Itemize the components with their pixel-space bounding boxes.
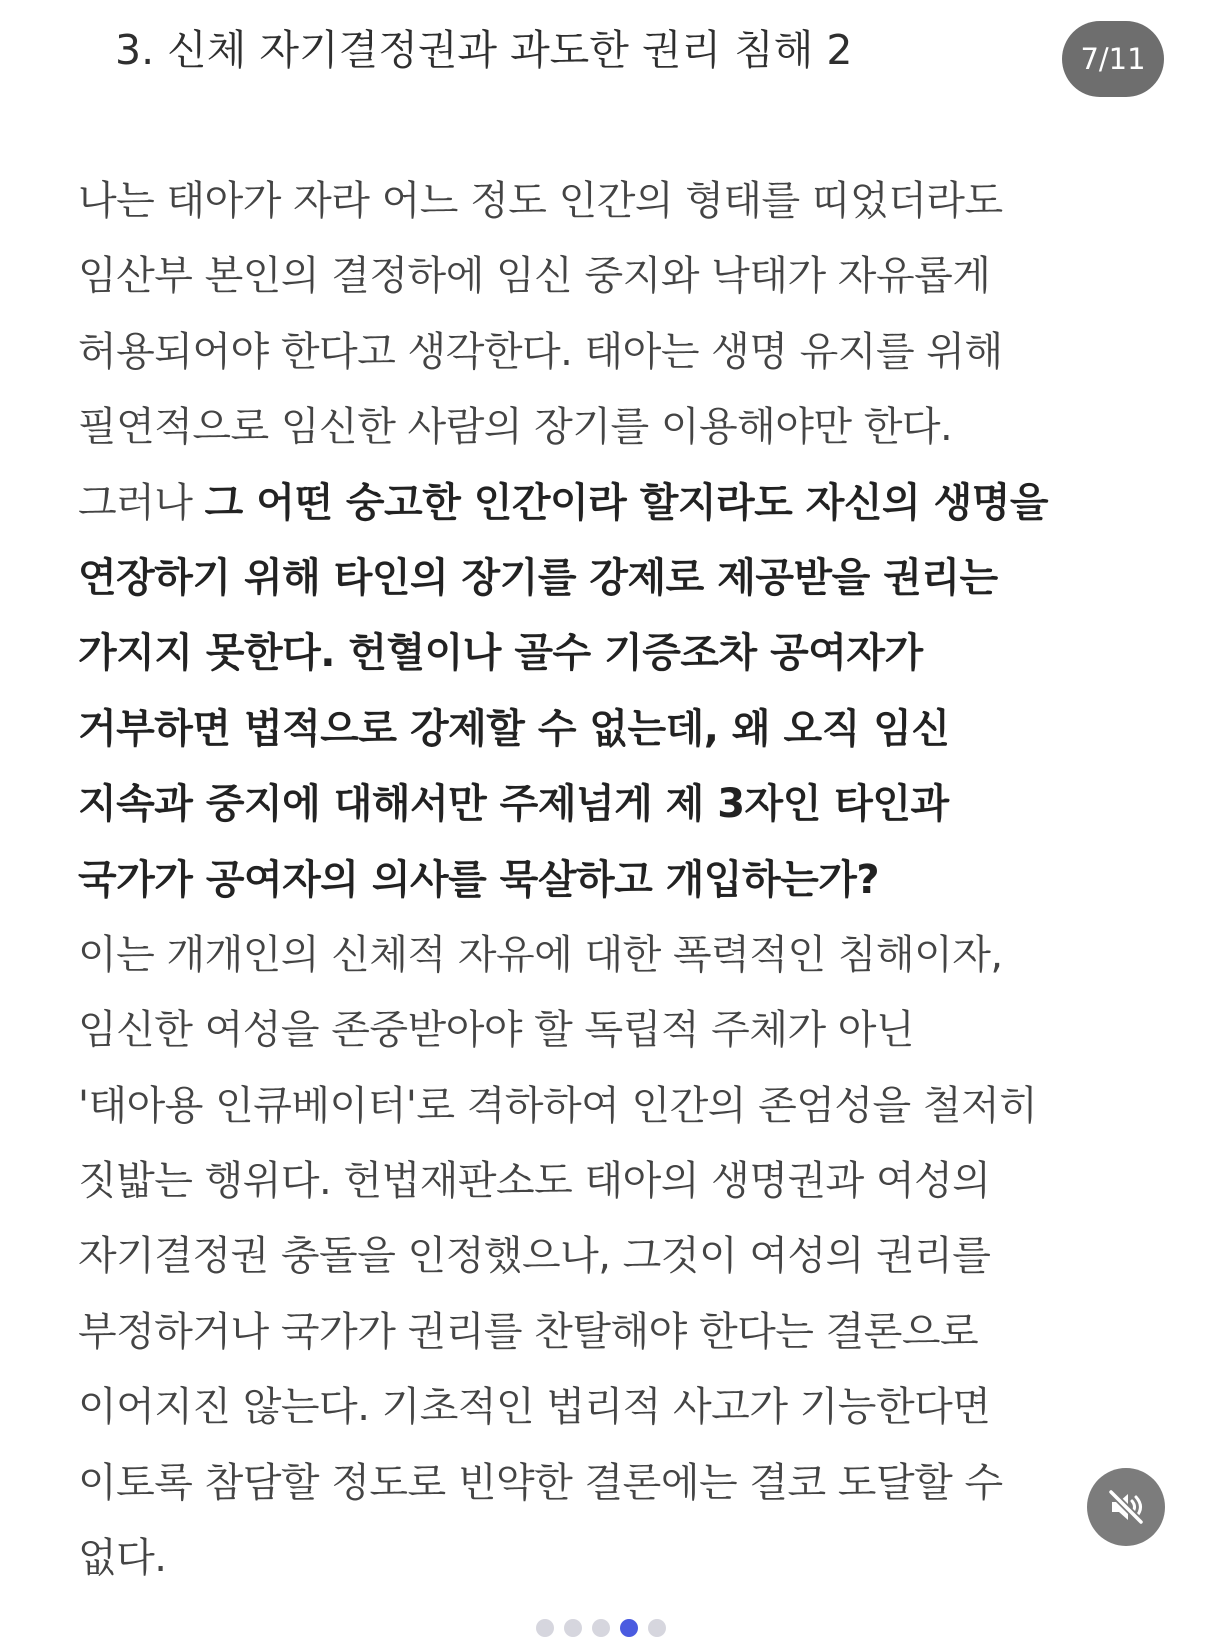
emphasized-text: 가지지 못한다. 헌혈이나 골수 기증조차 공여자가 [78, 630, 923, 677]
pagination-dot[interactable] [648, 1619, 666, 1637]
emphasized-text: 국가가 공여자의 의사를 묵살하고 개입하는가? [78, 856, 880, 903]
paragraph-line [78, 466, 1118, 541]
paragraph-line [78, 239, 1118, 314]
paragraph-line [78, 1446, 1118, 1521]
speaker-muted-icon [1106, 1487, 1146, 1527]
body-text: 이어지진 않는다. 기초적인 법리적 사고가 기능한다면 [78, 1384, 991, 1431]
paragraph-line [78, 1295, 1118, 1370]
paragraph-line [78, 1069, 1118, 1144]
pagination-dot[interactable] [592, 1619, 610, 1637]
body-text: 허용되어야 한다고 생각한다. 태아는 생명 유지를 위해 [78, 328, 1003, 375]
pagination-dots [536, 1619, 666, 1635]
paragraph-line [78, 767, 1118, 842]
pagination-dot[interactable] [564, 1619, 582, 1637]
body-text: 짓밟는 행위다. 헌법재판소도 태아의 생명권과 여성의 [78, 1158, 991, 1205]
paragraph-line [78, 993, 1118, 1068]
page-counter-badge: 7/11 [1062, 21, 1164, 97]
body-text: 필연적으로 임신한 사람의 장기를 이용해야만 한다. [78, 404, 953, 451]
pagination-dot-active[interactable] [620, 1619, 638, 1637]
paragraph-line [78, 1144, 1118, 1219]
emphasized-text: 거부하면 법적으로 강제할 수 없는데, 왜 오직 임신 [78, 705, 950, 752]
paragraph-line [78, 918, 1118, 993]
body-text: '태아용 인큐베이터'로 격하하여 인간의 존엄성을 철저히 [78, 1082, 1038, 1129]
paragraph-line [78, 164, 1118, 239]
body-text: 자기결정권 충돌을 인정했으나, 그것이 여성의 권리를 [78, 1233, 991, 1280]
mute-button[interactable] [1087, 1468, 1165, 1546]
body-text: 그러나 [78, 479, 205, 526]
pagination-dot[interactable] [536, 1619, 554, 1637]
paragraph-line [78, 1370, 1118, 1445]
emphasized-text: 지속과 중지에 대해서만 주제넘게 제 3자인 타인과 [78, 781, 949, 828]
body-text: 없다. [78, 1535, 167, 1582]
body-text: 임신한 여성을 존중받아야 할 독립적 주체가 아닌 [78, 1007, 915, 1054]
paragraph-line [78, 390, 1118, 465]
article-body [78, 164, 1118, 1596]
emphasized-text: 그 어떤 숭고한 인간이라 할지라도 자신의 생명을 [204, 479, 1048, 526]
paragraph-line [78, 541, 1118, 616]
page-title: 3. 신체 자기결정권과 과도한 권리 침해 2 [115, 26, 853, 74]
body-text: 이토록 참담할 정도로 빈약한 결론에는 결코 도달할 수 [78, 1459, 1003, 1506]
paragraph-line [78, 1219, 1118, 1294]
paragraph-line [78, 616, 1118, 691]
paragraph-line [78, 843, 1118, 918]
paragraph-line [78, 1521, 1118, 1596]
body-text: 임산부 본인의 결정하에 임신 중지와 낙태가 자유롭게 [78, 253, 991, 300]
paragraph-line [78, 692, 1118, 767]
body-text: 나는 태아가 자라 어느 정도 인간의 형태를 띠었더라도 [78, 178, 1003, 224]
body-text: 이는 개개인의 신체적 자유에 대한 폭력적인 침해이자, [78, 931, 1003, 978]
emphasized-text: 연장하기 위해 타인의 장기를 강제로 제공받을 권리는 [78, 554, 998, 601]
paragraph-line [78, 315, 1118, 390]
body-text: 부정하거나 국가가 권리를 찬탈해야 한다는 결론으로 [78, 1308, 979, 1355]
